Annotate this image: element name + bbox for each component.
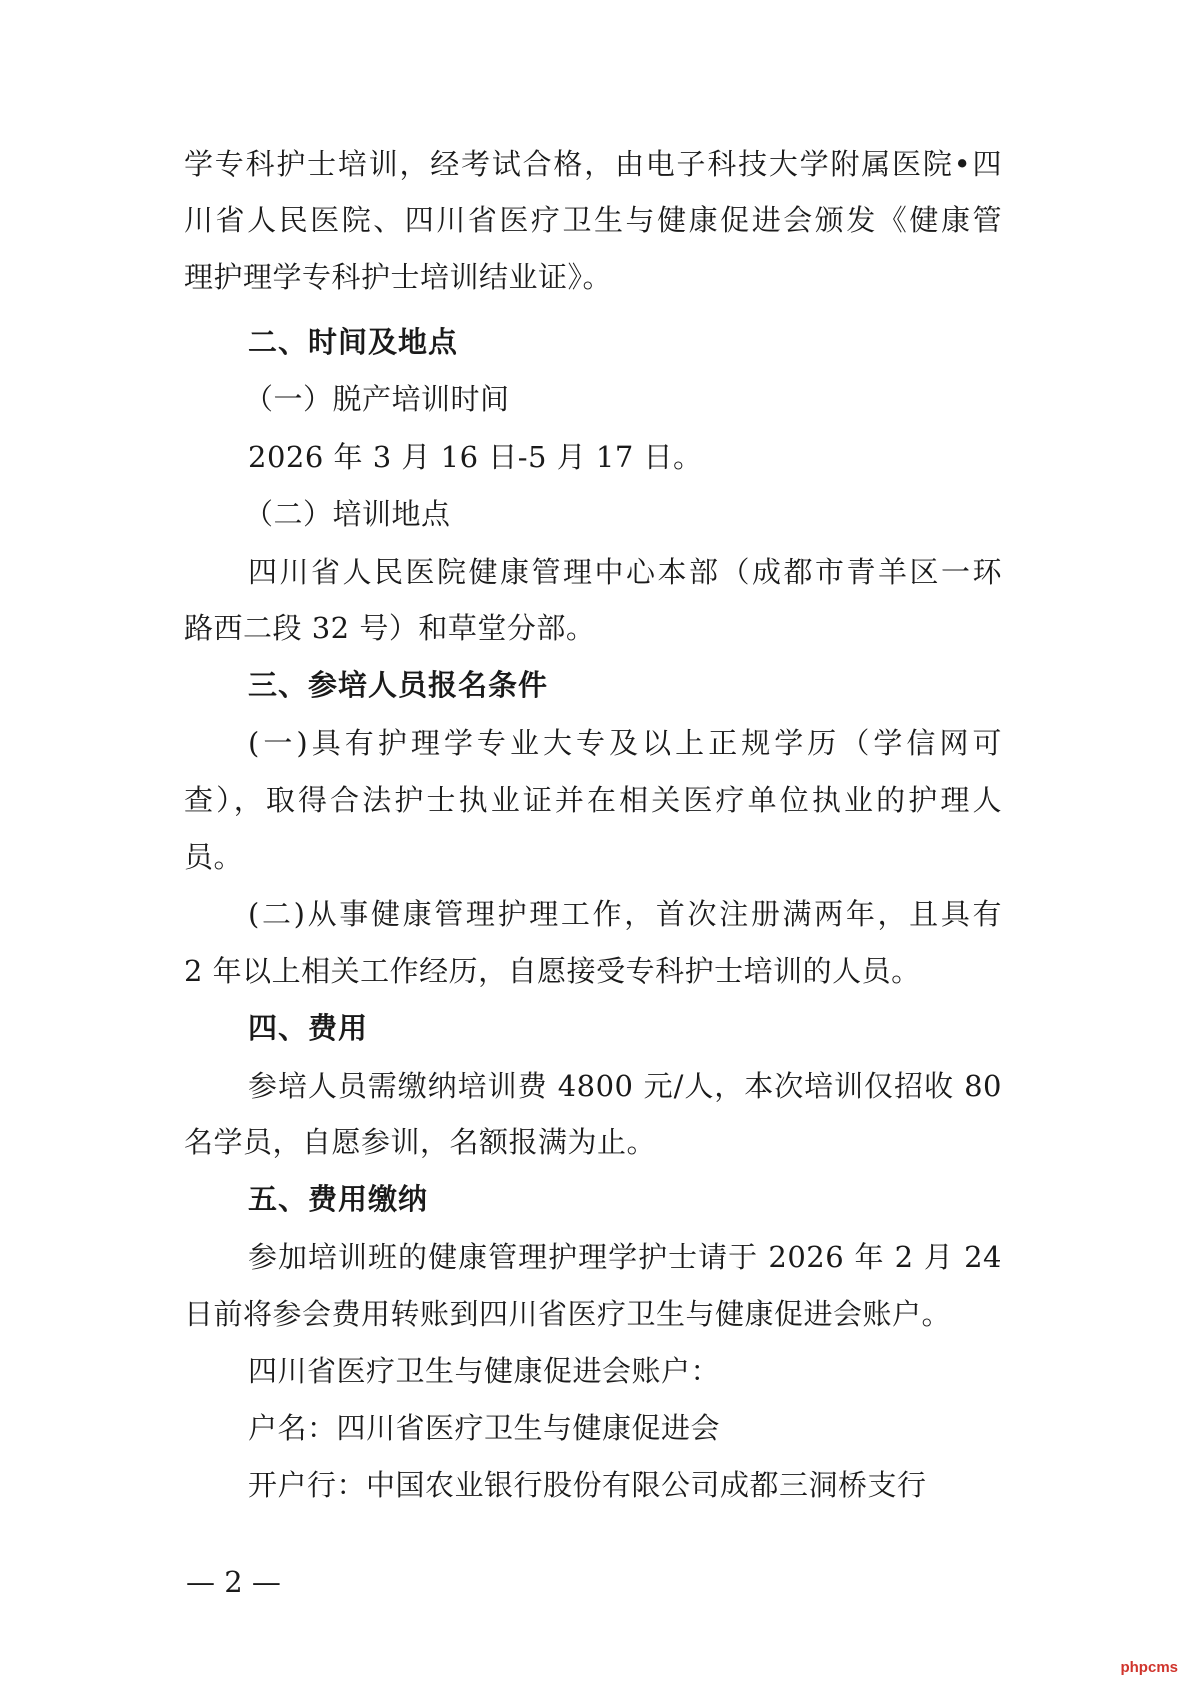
subsection-heading: （二）培训地点 (244, 497, 451, 531)
paragraph-line: 川省人民医院、四川省医疗卫生与健康促进会颁发《健康管 (184, 203, 1002, 237)
account-bank: 开户行：中国农业银行股份有限公司成都三洞桥支行 (248, 1468, 927, 1502)
paragraph-line: 参培人员需缴纳培训费 4800 元/人，本次培训仅招收 80 (248, 1069, 1002, 1103)
account-name: 户名：四川省医疗卫生与健康促进会 (248, 1411, 721, 1445)
site-watermark: phpcms (1120, 1659, 1178, 1676)
paragraph-line: (一)具有护理学专业大专及以上正规学历（学信网可 (248, 726, 1002, 760)
paragraph-line: 理护理学专科护士培训结业证》。 (184, 260, 613, 294)
section-heading: 二、时间及地点 (248, 325, 459, 359)
paragraph-line: 四川省人民医院健康管理中心本部（成都市青羊区一环 (248, 555, 1002, 589)
paragraph-line: 查），取得合法护士执业证并在相关医疗单位执业的护理人 (184, 783, 1002, 817)
paragraph-line: 参加培训班的健康管理护理学护士请于 2026 年 2 月 24 (248, 1240, 1002, 1274)
paragraph-line: 员。 (184, 840, 244, 874)
section-heading: 四、费用 (248, 1011, 369, 1045)
page-number: — 2 — (186, 1565, 281, 1599)
account-heading: 四川省医疗卫生与健康促进会账户： (248, 1354, 721, 1388)
section-heading: 五、费用缴纳 (248, 1182, 429, 1216)
section-heading: 三、参培人员报名条件 (248, 668, 549, 702)
paragraph-line: 路西二段 32 号）和草堂分部。 (184, 611, 596, 645)
paragraph-line: 日前将参会费用转账到四川省医疗卫生与健康促进会账户。 (184, 1297, 952, 1331)
paragraph-line: (二)从事健康管理护理工作，首次注册满两年，且具有 (248, 897, 1002, 931)
paragraph-line: 名学员，自愿参训，名额报满为止。 (184, 1125, 657, 1159)
subsection-heading: （一）脱产培训时间 (244, 382, 510, 416)
paragraph-line: 2 年以上相关工作经历，自愿接受专科护士培训的人员。 (184, 954, 921, 988)
paragraph-line: 学专科护士培训，经考试合格，由电子科技大学附属医院•四 (184, 147, 1002, 181)
training-dates: 2026 年 3 月 16 日-5 月 17 日。 (248, 440, 703, 474)
